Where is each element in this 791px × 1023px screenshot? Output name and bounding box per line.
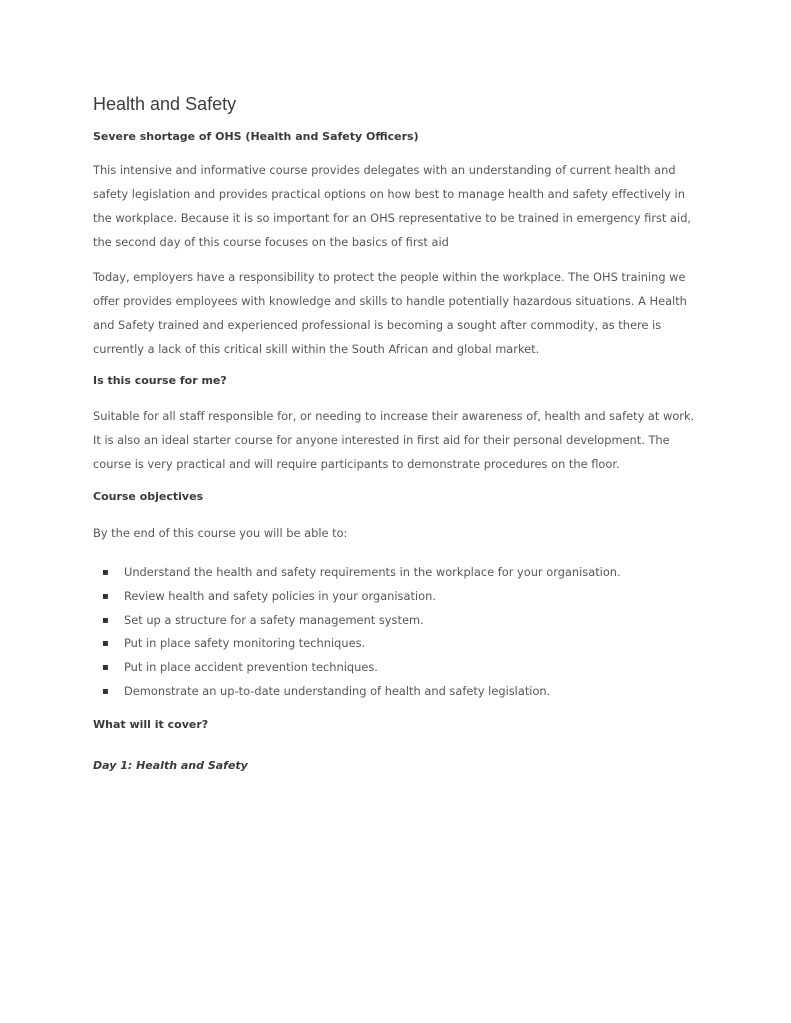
objectives-list xyxy=(93,561,701,704)
employers-paragraph: Today, employers have a responsibility to protect the people within the workplace. The OHS training we offer provides employees with knowledge and skills to handle potentially hazardous situations. A Health and Safety trained and experienced professional is becoming a sought after commodity, as there is currently a lack of this critical skill within the South African and global market. xyxy=(93,270,687,356)
course-for-me-heading: Is this course for me? xyxy=(93,374,227,387)
list-item xyxy=(93,680,701,704)
square-bullet-icon: ▪ xyxy=(102,685,109,697)
course-for-me-paragraph: Suitable for all staff responsible for, or needing to increase their awareness of, health and safety at work. It is also an ideal starter course for anyone interested in first aid for their personal development. The course is very practical and will require participants to demonstrate procedures on the floor. xyxy=(93,409,695,471)
objective-text: Put in place accident prevention techniques. xyxy=(124,660,378,675)
day1-heading: Day 1: Health and Safety xyxy=(93,758,248,772)
coverage-heading: What will it cover? xyxy=(93,717,209,731)
subtitle-heading: Severe shortage of OHS (Health and Safety Officers) xyxy=(93,130,419,143)
objective-text: Put in place safety monitoring techniques. xyxy=(124,636,366,651)
page-title: Health and Safety xyxy=(93,94,237,114)
intro-paragraph: This intensive and informative course provides delegates with an understanding of current health and safety legislation and provides practical options on how best to manage health and safety effectively in the workplace. Because it is so important for an OHS representative to be trained in emergency first aid, the second day of this course focuses on the basics of first aid xyxy=(93,163,692,249)
objective-text: Understand the health and safety requirements in the workplace for your organisation. xyxy=(124,565,621,579)
list-item xyxy=(93,656,701,680)
square-bullet-icon: ▪ xyxy=(102,638,109,650)
list-item xyxy=(93,561,701,585)
objectives-intro: By the end of this course you will be able to: xyxy=(93,526,348,540)
objective-text: Set up a structure for a safety management system. xyxy=(124,612,424,627)
square-bullet-icon: ▪ xyxy=(102,614,109,626)
square-bullet-icon: ▪ xyxy=(102,590,109,602)
objective-text: Demonstrate an up-to-date understanding of health and safety legislation. xyxy=(124,683,551,698)
objective-text: Review health and safety policies in your organisation. xyxy=(124,588,436,603)
list-item xyxy=(93,632,701,656)
list-item xyxy=(93,585,701,609)
square-bullet-icon: ▪ xyxy=(102,567,109,578)
square-bullet-icon: ▪ xyxy=(102,662,109,674)
objectives-heading: Course objectives xyxy=(93,490,204,503)
document-page xyxy=(93,90,701,775)
list-item xyxy=(93,609,701,633)
